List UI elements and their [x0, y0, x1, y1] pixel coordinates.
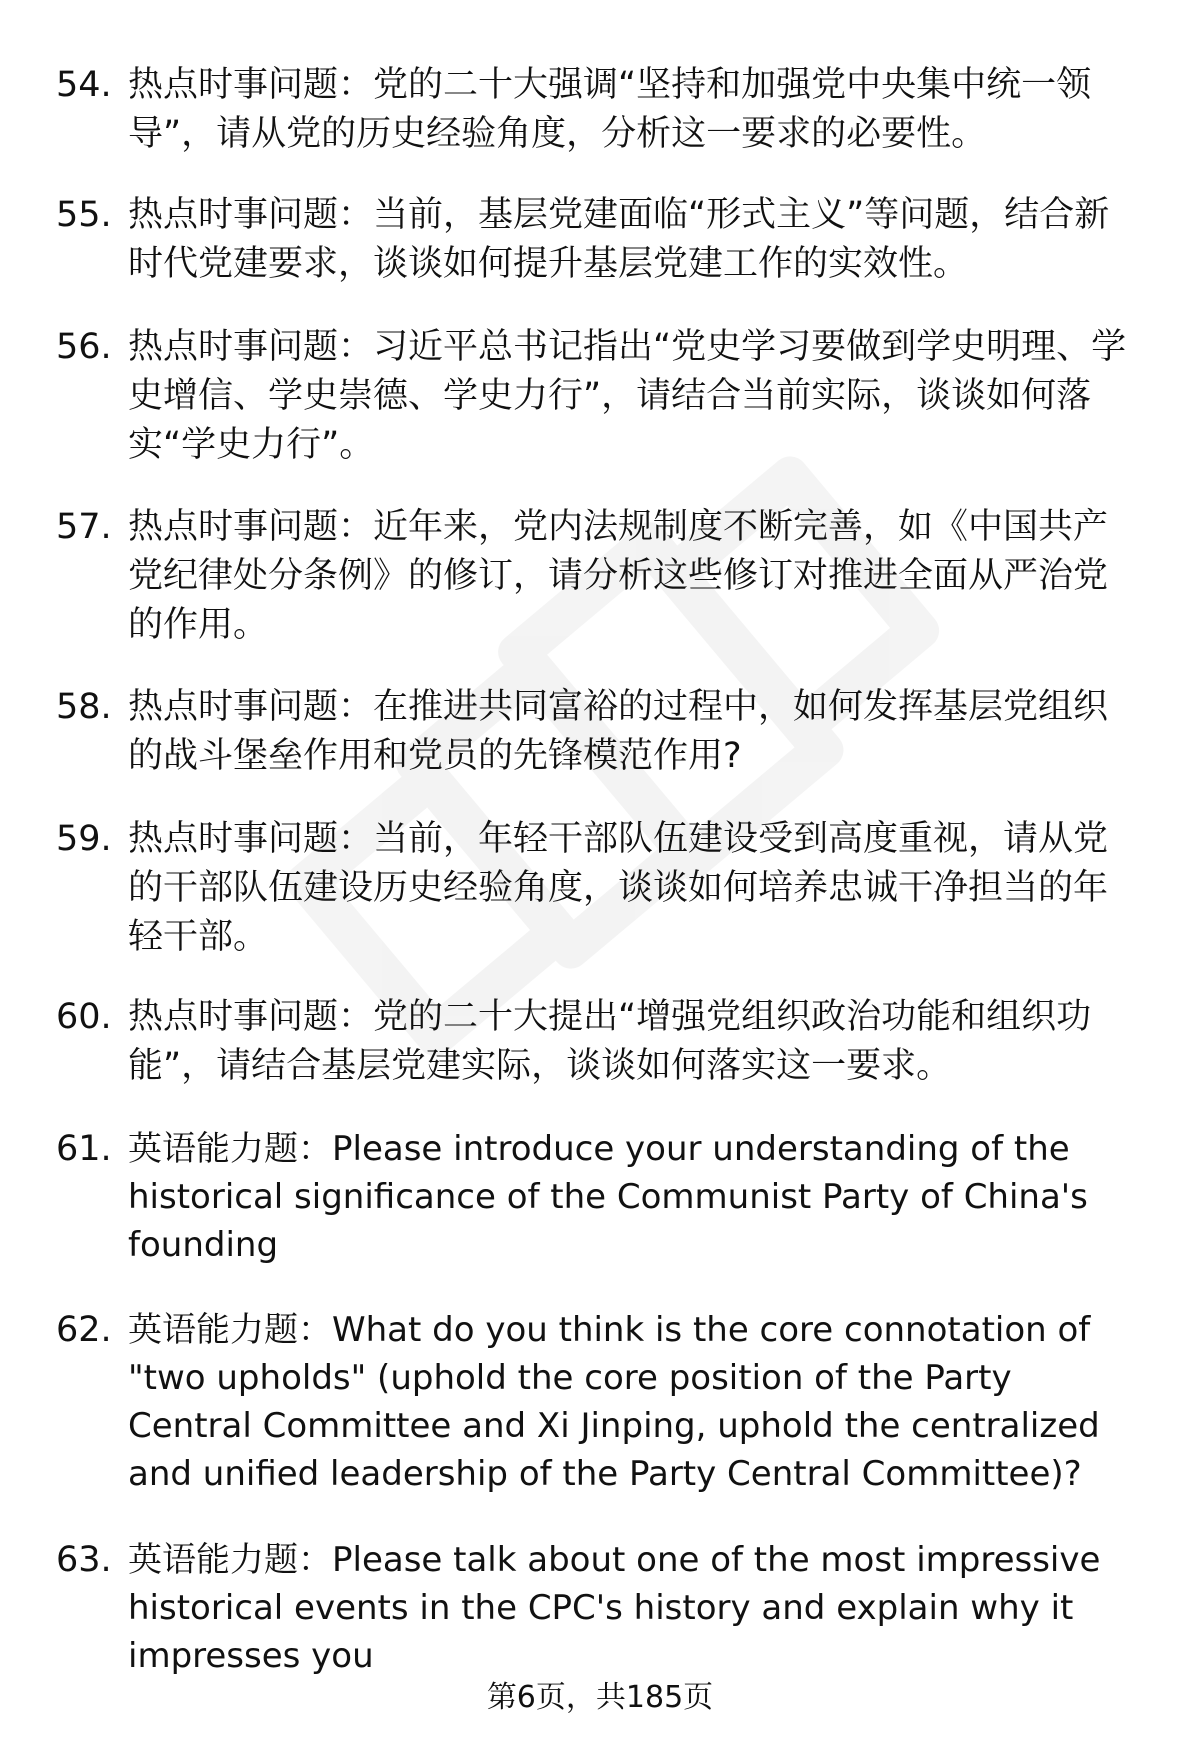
question-number: 55.	[56, 195, 112, 235]
question-number: 59.	[56, 819, 112, 859]
page-number-label: 第6页，共185页	[486, 1680, 714, 1715]
page-footer	[0, 1678, 1200, 1718]
question-text: 热点时事问题：在推进共同富裕的过程中，如何发挥基层党组织的战斗堡垒作用和党员的先锋模范作用?	[128, 687, 1109, 776]
question-number: 58.	[56, 687, 112, 727]
question-text: 热点时事问题：当前，年轻干部队伍建设受到高度重视，请从党的干部队伍建设历史经验角度，谈谈如何培养忠诚干净担当的年轻干部。	[128, 819, 1109, 957]
question-number: 62.	[56, 1310, 112, 1350]
question-number: 57.	[56, 507, 112, 547]
question-text: 热点时事问题：党的二十大提出“增强党组织政治功能和组织功能”，请结合基层党建实际，谈谈如何落实这一要求。	[128, 997, 1092, 1086]
question-number: 56.	[56, 327, 112, 367]
question-number: 63.	[56, 1540, 112, 1580]
question-number: 61.	[56, 1129, 112, 1169]
question-number: 60.	[56, 997, 112, 1037]
question-text: 热点时事问题：党的二十大强调“坚持和加强党中央集中统一领导”，请从党的历史经验角度，分析这一要求的必要性。	[128, 65, 1092, 154]
question-text: 英语能力题：Please introduce your understanding of the historical significance of the Communist Party of China's founding	[128, 1129, 1088, 1265]
question-text: 英语能力题：What do you think is the core connotation of "two upholds" (uphold the core position of the Party Central Committee and Xi Jinping, uphold the centralized and unified leadership of the Party Central Committee)?	[128, 1310, 1100, 1494]
question-text: 热点时事问题：当前，基层党建面临“形式主义”等问题，结合新时代党建要求，谈谈如何提升基层党建工作的实效性。	[128, 195, 1110, 284]
question-text: 热点时事问题：近年来，党内法规制度不断完善，如《中国共产党纪律处分条例》的修订，请分析这些修订对推进全面从严治党的作用。	[128, 507, 1109, 645]
question-text: 热点时事问题：习近平总书记指出“党史学习要做到学史明理、学史增信、学史崇德、学史力行”，请结合当前实际，谈谈如何落实“学史力行”。	[128, 327, 1127, 465]
question-number: 54.	[56, 65, 112, 105]
question-text: 英语能力题：Please talk about one of the most impressive historical events in the CPC's history and explain why it impresses you	[128, 1540, 1101, 1676]
